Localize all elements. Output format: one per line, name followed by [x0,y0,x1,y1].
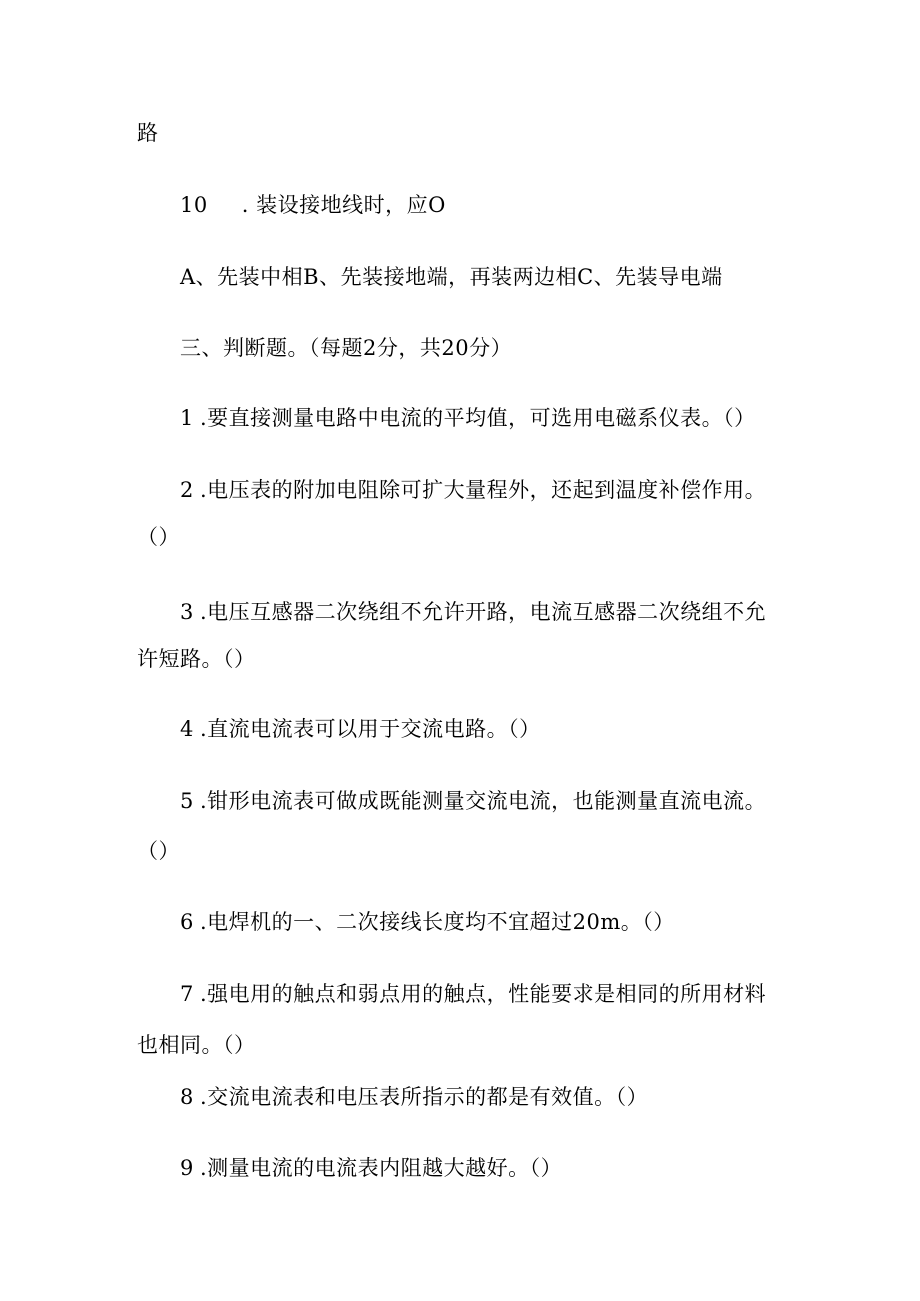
item-number: 7 [180,982,194,1006]
judgment-item-5-continuation: （） [137,839,180,863]
item-number: 9 [180,1156,194,1180]
judgment-item-7-continuation: 也相同。（） [137,1033,256,1057]
question-10-number: 10 [180,193,208,217]
item-text: .电压互感器二次绕组不允许开路，电流互感器二次绕组不允 [200,600,767,624]
item-number: 1 [180,406,194,430]
question-10 [180,190,446,220]
item-number: 3 [180,600,194,624]
item-text: .电焊机的一、二次接线长度均不宜超过20m。（） [200,910,675,934]
item-number: 4 [180,717,194,741]
judgment-item-9 [180,1153,562,1183]
judgment-item-5 [180,786,766,816]
continuation-text: 路 [137,121,159,145]
judgment-item-2-continuation: （） [137,525,180,549]
item-text: .要直接测量电路中电流的平均值，可选用电磁系仪表。（） [200,406,756,430]
item-text: .测量电流的电流表内阻越大越好。（） [200,1156,563,1180]
item-text: .强电用的触点和弱点用的触点，性能要求是相同的所用材料 [200,982,767,1006]
judgment-item-3-continuation: 许短路。（） [137,647,256,671]
item-number: 8 [180,1085,194,1109]
item-number: 5 [180,789,194,813]
question-10-options: A、先装中相B、先装接地端，再装两边相C、先装导电端 [180,265,723,289]
judgment-item-7 [180,979,766,1009]
item-text: .电压表的附加电阻除可扩大量程外，还起到温度补偿作用。 [200,478,767,502]
item-number: 6 [180,910,194,934]
judgment-item-8 [180,1082,648,1112]
item-text: .直流电流表可以用于交流电路。（） [200,717,541,741]
question-10-text: . 装设接地线时，应O [241,193,446,217]
judgment-item-4 [180,714,541,744]
item-text: .交流电流表和电压表所指示的都是有效值。（） [200,1085,649,1109]
item-text: .钳形电流表可做成既能测量交流电流，也能测量直流电流。 [200,789,767,813]
item-number: 2 [180,478,194,502]
judgment-item-2 [180,475,766,505]
judgment-item-6 [180,907,675,937]
judgment-item-3 [180,597,766,627]
section-heading: 三、判断题。（每题2分，共20分） [180,336,513,360]
judgment-item-1 [180,403,756,433]
